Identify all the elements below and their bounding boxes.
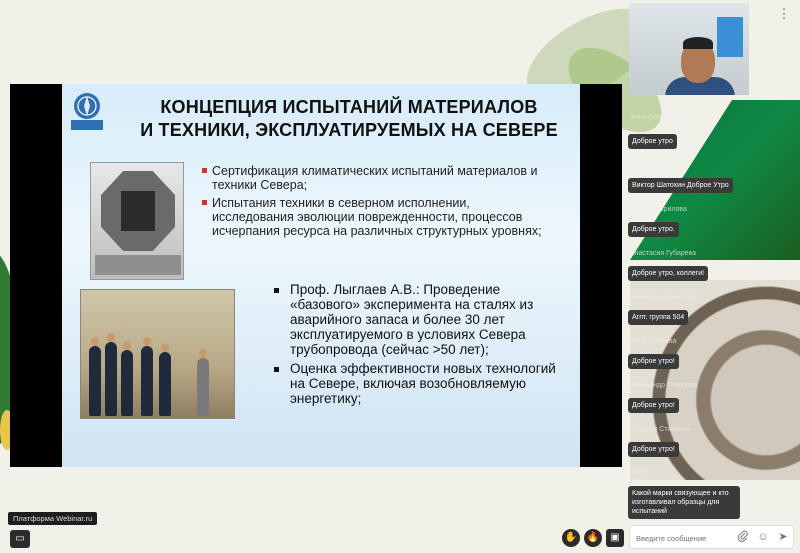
list-item (272, 361, 572, 406)
chat-author: Екатерина Игнатова (630, 294, 696, 301)
slide-content (62, 84, 580, 467)
chat-author: Александр Сафонов (630, 382, 698, 389)
emoji-icon[interactable]: ☺ (757, 531, 769, 543)
bullet-text: Проф. Лыглаев А.В.: Проведение «базового» эксперимента на сталях из аварийного запаса и более 30 лет эксплуатируемого в условиях Севера трубопровода (сейчас >50 лет); (290, 282, 534, 357)
platform-label: Платформа Webinar.ru (8, 512, 97, 525)
more-vertical-icon[interactable]: ⋮ (777, 6, 791, 21)
raise-hand-icon[interactable]: ✋ (562, 529, 580, 547)
presentation-slide (10, 84, 622, 467)
chat-message: Доброе утро! (628, 398, 679, 413)
chat-toggle-icon[interactable]: ▭ (10, 530, 30, 548)
chat-author: Вера Павлова (630, 338, 677, 345)
list-item (202, 196, 542, 238)
logo-icon (67, 90, 107, 132)
slide-title-line: КОНЦЕПЦИЯ ИСПЫТАНИЙ МАТЕРИАЛОВ (160, 97, 538, 117)
paperclip-icon[interactable] (736, 530, 750, 544)
impact-tester-photo (90, 162, 184, 280)
chat-author: Павел (630, 468, 651, 475)
chat-message: Доброе утро! (628, 354, 679, 369)
bullet-list-red (202, 164, 542, 242)
chat-author: Анастасия Губарева (630, 250, 697, 257)
chat-message: Доброе утро. (628, 222, 679, 237)
chat-panel (622, 100, 800, 520)
slide-title-line: И ТЕХНИКИ, ЭКСПЛУАТИРУЕМЫХ НА СЕВЕРЕ (140, 120, 558, 140)
bullet-list-black (272, 282, 572, 410)
reaction-icon[interactable]: 🔥 (584, 529, 602, 547)
screen-share-icon[interactable]: ▣ (606, 529, 624, 547)
message-input[interactable] (636, 531, 736, 545)
presenter-video[interactable] (629, 3, 749, 95)
team-photo (80, 289, 235, 419)
bullet-text: Сертификация климатических испытаний материалов и техники Севера; (212, 164, 538, 192)
chat-author: Анна Семенова (630, 114, 682, 121)
list-item (202, 164, 542, 192)
chat-message: Агпт. группа 504 (628, 310, 688, 325)
send-icon[interactable]: ➤ (778, 531, 788, 543)
chat-message: Какой марки связующее и кто изготавливал образцы для испытаний (628, 486, 740, 519)
message-input-bar (629, 525, 794, 549)
slide-title (124, 96, 574, 142)
chat-message: Доброе утро! (628, 442, 679, 457)
bullet-text: Испытания техники в северном исполнении, исследования эволюции поврежденности, процессов исчерпания ресурса на различных структурных уровнях; (212, 196, 542, 238)
bullet-text: Оценка эффективности новых технологий на Севере, включая возобновляемую энергетику; (290, 361, 556, 406)
chat-message: Доброе утро, коллеги! (628, 266, 708, 281)
chat-message: Доброе утро (628, 134, 677, 149)
list-item (272, 282, 572, 357)
chat-author: Ирина Гаврилова (630, 206, 687, 213)
chat-author: Наталья Стяжкина (630, 426, 691, 433)
chat-author: Виктор Шатохин (630, 160, 683, 167)
chat-message: Виктор Шатохин Доброе Утро (628, 178, 733, 193)
